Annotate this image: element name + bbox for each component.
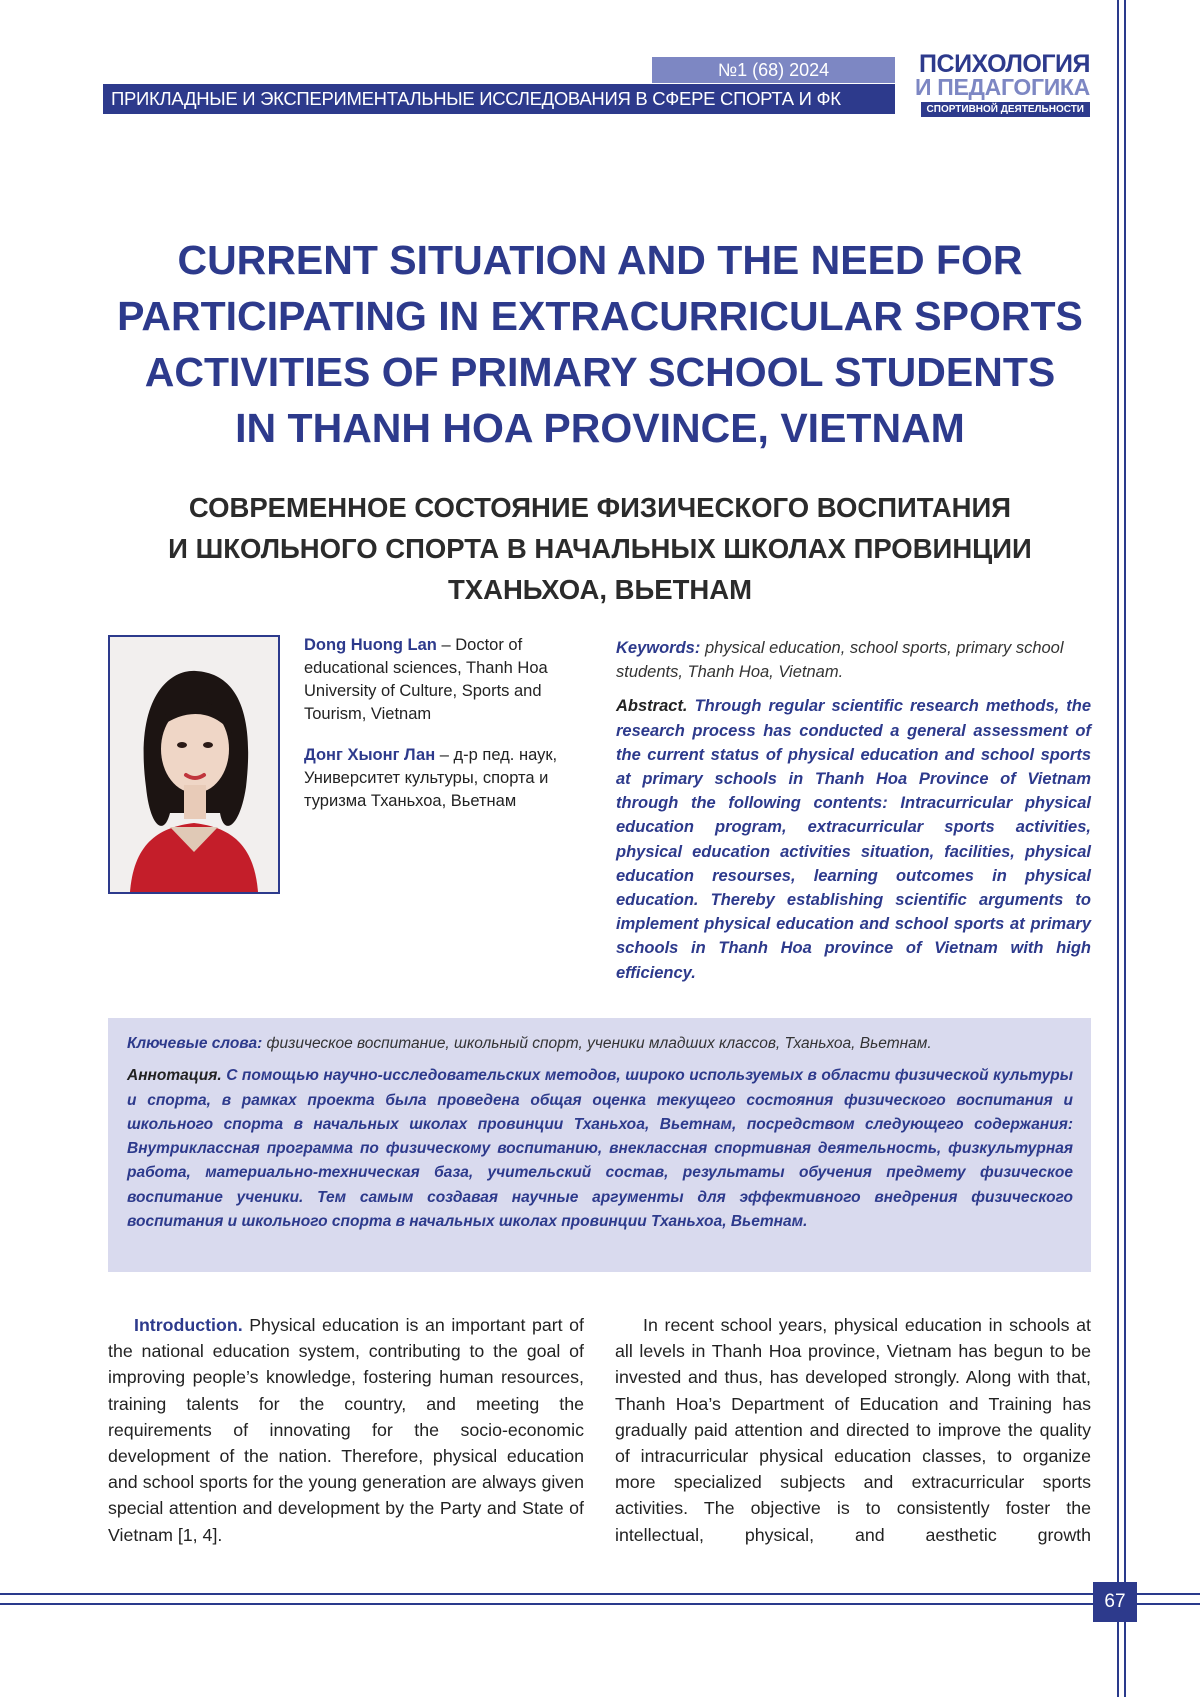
title-ru <box>100 487 1100 610</box>
bottom-border-line-2 <box>0 1603 1200 1605</box>
en-abstract <box>616 636 1091 985</box>
en-keywords-label: Keywords: <box>616 639 701 657</box>
ru-keywords-text: физическое воспитание, школьный спорт, ученики младших классов, Тханьхоа, Вьетнам. <box>262 1035 932 1052</box>
title-en <box>100 232 1100 456</box>
title-ru-line: И ШКОЛЬНОГО СПОРТА В НАЧАЛЬНЫХ ШКОЛАХ ПРОВИНЦИИ <box>168 533 1032 564</box>
author-portrait-icon <box>110 637 278 892</box>
en-keywords-text: physical education, school sports, primary school students, Thanh Hoa, Vietnam. <box>616 639 1064 682</box>
section-header: ПРИКЛАДНЫЕ И ЭКСПЕРИМЕНТАЛЬНЫЕ ИССЛЕДОВАНИЯ В СФЕРЕ СПОРТА И ФК <box>103 84 895 114</box>
title-en-line: PARTICIPATING IN EXTRACURRICULAR SPORTS <box>117 293 1083 339</box>
ru-abstract-body <box>127 1064 1073 1234</box>
en-abstract-body <box>616 694 1091 984</box>
journal-logo <box>910 50 1090 118</box>
en-abstract-text: Through regular scientific research methods, the research process has conducted a general assessment of the current status of physical education and school sports at primary schools in Thanh Hoa Province of Vietnam through the following contents: Intracurricular physical education program, extracurricular sports activities, physical education activities situation, facilities, physical education resourses, learning outcomes in physical education. Thereby establishing scientific arguments to implement physical education and school sports at primary schools in Thanh Hoa province of Vietnam with high efficiency. <box>616 697 1091 982</box>
title-en-line: IN THANH HOA PROVINCE, VIETNAM <box>235 405 965 451</box>
title-en-line: CURRENT SITUATION AND THE NEED FOR <box>177 237 1023 283</box>
body-column-1 <box>108 1312 584 1548</box>
ru-abstract-label: Аннотация. <box>127 1067 222 1085</box>
page-number: 67 <box>1093 1582 1137 1622</box>
ru-abstract-text: С помощью научно-исследовательских методов, широко используемых в области физической культуры и спорта, в рамках проекта была проведена общая оценка текущего состояния физического воспитания и школьного спорта в начальных школах провинции Тханьхоа, Вьетнам, посредством следующего содержания: Внутриклассная программа по физическому воспитанию, внеклассная спортивная деятельность, физкультурная работа, материально-техническая база, учительский состав, результаты обучения предмету физическое воспитание ученики. Тем самым создавая научные аргументы для эффективного внедрения физического воспитания и школьного спорта в начальных школах провинции Тханьхоа, Вьетнам. <box>127 1067 1073 1231</box>
author-info-ru <box>304 744 594 813</box>
author-info-en <box>304 634 594 726</box>
right-border-line-2 <box>1124 0 1126 1697</box>
en-keywords <box>616 636 1091 684</box>
issue-number: №1 (68) 2024 <box>652 57 895 83</box>
body-column-2-text: In recent school years, physical education in schools at all levels in Thanh Hoa province, Vietnam has begun to be invested and thus, has developed strongly. Along with that, Thanh Hoa’s Department of Education and Training has gradually paid attention and directed to improve the quality of intracurricular physical education classes, to organize more specialized subjects and extracurricular sports activities. The objective is to consistently foster the intellectual, physical, and aesthetic growth <box>615 1315 1091 1545</box>
ru-abstract-box <box>108 1018 1091 1272</box>
author-affiliation-en: – Doctor of educational sciences, Thanh Hoa University of Culture, Sports and Tourism, Vietnam <box>304 636 548 723</box>
right-border-line-1 <box>1117 0 1119 1697</box>
ru-keywords-label: Ключевые слова: <box>127 1035 263 1052</box>
author-photo <box>108 635 280 894</box>
title-ru-line: СОВРЕМЕННОЕ СОСТОЯНИЕ ФИЗИЧЕСКОГО ВОСПИТАНИЯ <box>188 492 1012 523</box>
body-column-2 <box>615 1312 1091 1548</box>
title-en-line: ACTIVITIES OF PRIMARY SCHOOL STUDENTS <box>144 349 1056 395</box>
ru-keywords <box>127 1032 1073 1056</box>
author-affiliation-ru: – д-р пед. наук, Университет культуры, спорта и туризма Тханьхоа, Вьетнам <box>304 746 558 810</box>
title-ru-line: ТХАНЬХОА, ВЬЕТНАМ <box>447 574 753 605</box>
author-name-en: Dong Huong Lan <box>304 636 437 654</box>
body-column-1-text: Physical education is an important part of the national education system, contributing to the goal of improving people’s knowledge, fostering human resources, training talents for the country, and meeting the requirements of innovating for the socio-economic development of the nation. Therefore, physical education and school sports for the young generation are always given special attention and development by the Party and State of Vietnam [1, 4]. <box>108 1315 584 1545</box>
logo-line-3: СПОРТИВНОЙ ДЕЯТЕЛЬНОСТИ <box>921 102 1090 117</box>
en-abstract-label: Abstract. <box>616 697 688 716</box>
bottom-border-line-1 <box>0 1593 1200 1595</box>
introduction-label: Introduction. <box>134 1315 243 1335</box>
logo-line-1: ПСИХОЛОГИЯ <box>919 50 1090 78</box>
author-name-ru: Донг Хыонг Лан <box>304 746 436 764</box>
logo-line-2: И ПЕДАГОГИКА <box>914 74 1090 100</box>
